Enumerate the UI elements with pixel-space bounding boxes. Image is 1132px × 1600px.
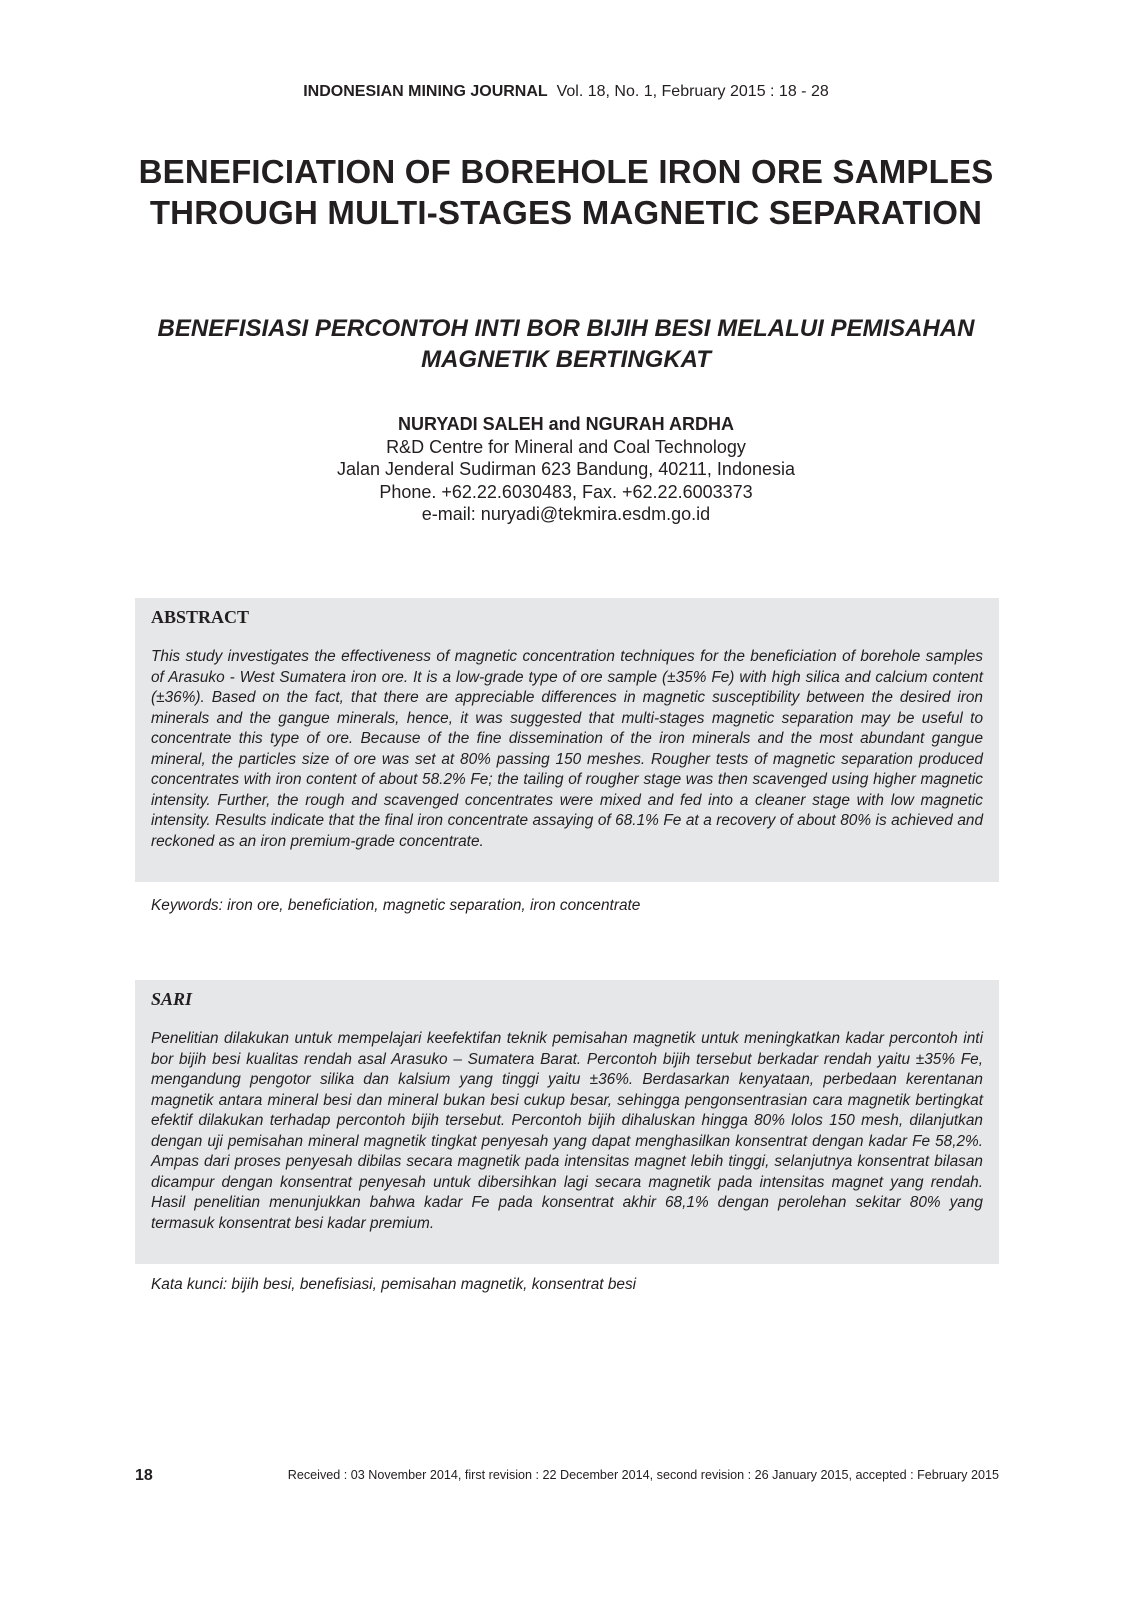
sari-box <box>135 980 999 1264</box>
abstract-keywords: Keywords: iron ore, beneficiation, magnetic separation, iron concentrate <box>151 897 641 914</box>
sari-keywords: Kata kunci: bijih besi, benefisiasi, pemisahan magnetik, konsentrat besi <box>151 1276 637 1293</box>
page-number: 18 <box>135 1467 153 1484</box>
author-names: NURYADI SALEH and NGURAH ARDHA <box>397 414 734 434</box>
author-phone: Phone. +62.22.6030483, Fax. +62.22.6003373 <box>379 481 753 502</box>
sari-heading: SARI <box>151 989 193 1009</box>
paper-subtitle: BENEFISIASI PERCONTOH INTI BOR BIJIH BESI MELALUI PEMISAHAN MAGNETIK BERTINGKAT <box>157 315 975 373</box>
received-dates: Received : 03 November 2014, first revision : 22 December 2014, second revision : 26 January 2015, accepted : February 2015 <box>287 1468 999 1482</box>
abstract-heading: ABSTRACT <box>151 607 250 627</box>
sari-text: Penelitian dilakukan untuk mempelajari keefektifan teknik pemisahan magnetik untuk meningkatkan kadar percontoh inti bor bijih besi kualitas rendah asal Arasuko – Sumatera Barat. Percontoh bijih tersebut berkadar rendah yaitu ±35% Fe, mengandung pengotor silika dan kalsium yang tinggi yaitu ±36%. Berdasarkan kenyataan, perbedaan kerentanan magnetik antara mineral besi dan mineral bukan besi cukup besar, sehingga pengonsentrasian cara magnetik bertingkat efektif dilakukan terhadap percontoh bijih tersebut. Percontoh bijih dihaluskan hingga 80% lolos 150 mesh, dilanjutkan dengan uji pemisahan mineral magnetik tingkat penyesah yang dapat menghasilkan konsentrat dengan kadar Fe 58,2%. Ampas dari proses penyesah dibilas secara magnetik pada intensitas magnet lebih tinggi, selanjutnya konsentrat bilasan dicampur dengan konsentrat penyesah untuk dibersihkan lagi secara magnetik pada intensitas magnet yang rendah. Hasil penelitian menunjukkan bahwa kadar Fe pada konsentrat akhir 68,1% dengan perolehan sekitar 80% yang termasuk konsentrat besi kadar premium. <box>151 1030 983 1232</box>
abstract-text: This study investigates the effectiveness of magnetic concentration techniques for the beneficiation of borehole samples of Arasuko - West Sumatera iron ore. It is a low-grade type of ore sample (±35% Fe) with high silica and calcium content (±36%). Based on the fact, that there are appreciable differences in magnetic susceptibility between the desired iron minerals and the gangue minerals, hence, it was suggested that multi-stages magnetic separation may be useful to concentrate this type of ore. Because of the fine dissemination of the iron minerals and the most abundant gangue mineral, the particles size of ore was set at 80% passing 150 meshes. Rougher tests of magnetic separation produced concentrates with iron content of about 58.2% Fe; the tailing of rougher stage was then scavenged using higher magnetic intensity. Further, the rough and scavenged concentrates were mixed and fed into a cleaner stage with low magnetic intensity. Results indicate that the final iron concentrate assaying of 68.1% Fe at a recovery of about 80% is achieved and reckoned as an iron premium-grade concentrate. <box>151 648 983 850</box>
author-email: e-mail: nuryadi@tekmira.esdm.go.id <box>421 504 711 524</box>
paper-title: BENEFICIATION OF BOREHOLE IRON ORE SAMPLES THROUGH MULTI-STAGES MAGNETIC SEPARATION <box>138 153 994 231</box>
author-address: Jalan Jenderal Sudirman 623 Bandung, 40211, Indonesia <box>336 459 795 479</box>
journal-header <box>0 82 1132 102</box>
author-affiliation: R&D Centre for Mineral and Coal Technology <box>386 436 746 457</box>
journal-name: INDONESIAN MINING JOURNAL <box>303 83 548 100</box>
issue-info: Vol. 18, No. 1, February 2015 : 18 - 28 <box>556 83 829 100</box>
author-block <box>0 413 1132 526</box>
abstract-box <box>135 598 999 882</box>
